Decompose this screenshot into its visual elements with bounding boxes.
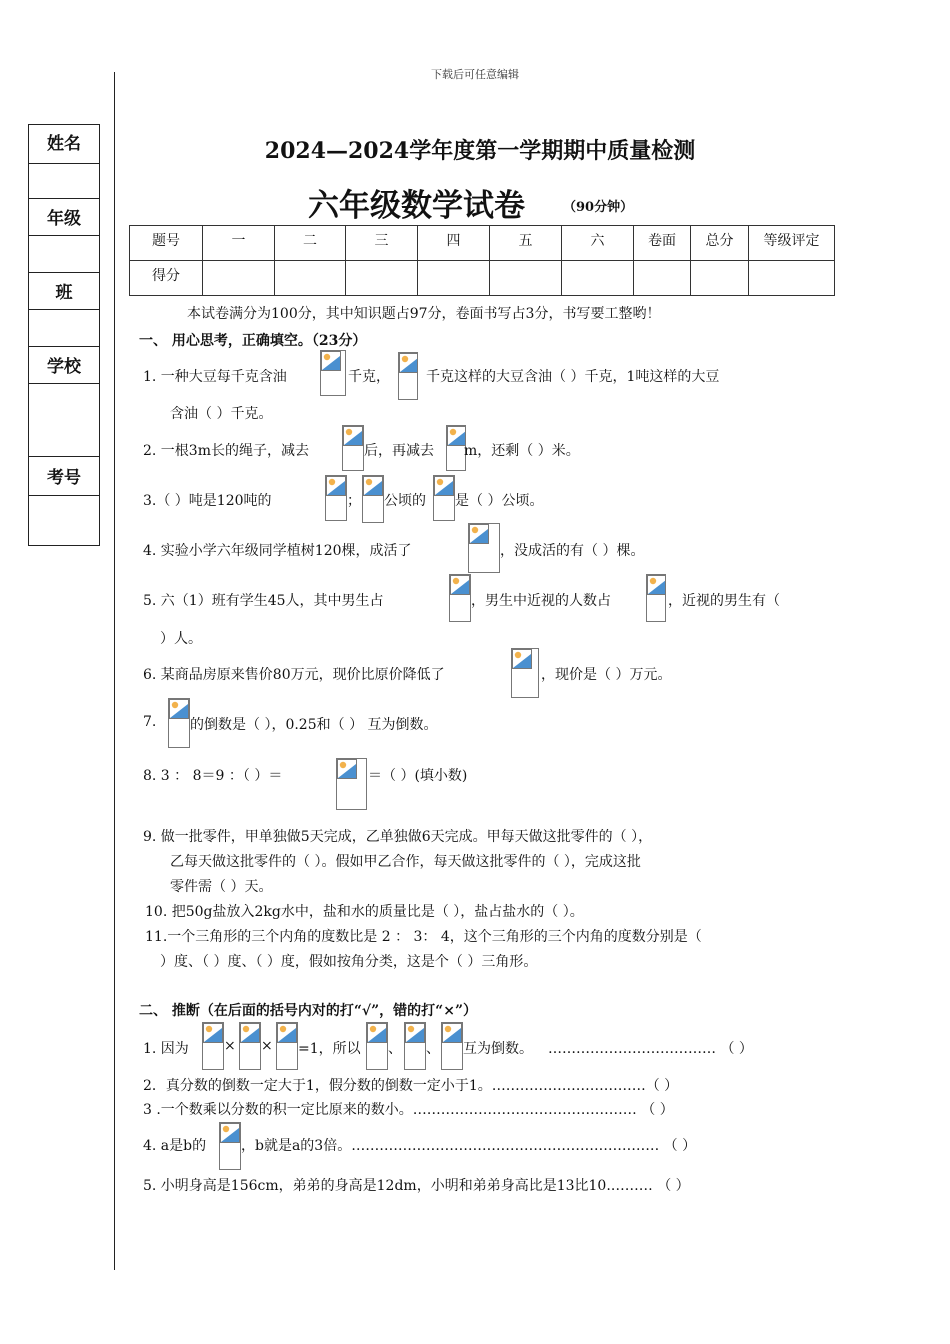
score-cell[interactable] <box>749 261 835 296</box>
score-table-score-row <box>130 261 835 296</box>
header-note: 下载后可任意编辑 <box>431 68 519 81</box>
score-header-cell: 题号 <box>130 226 203 261</box>
question-1-text-b: 千克， <box>348 369 390 385</box>
judge-5-text: 5. 小明身高是156cm，弟弟的身高是12dm，小明和弟弟身高比是13比10.……… （ ） <box>143 1178 690 1194</box>
score-header-cell: 一 <box>203 226 275 261</box>
judge-4-text-b: ，b就是a的3倍。………………………………………………………… （ ） <box>241 1138 697 1154</box>
question-9-text-b: 乙每天做这批零件的（ ）。假如甲乙合作，每天做这批零件的（ ），完成这批 <box>170 854 641 870</box>
score-cell[interactable] <box>203 261 275 296</box>
side-label-school: 学校 <box>47 357 81 377</box>
score-header-cell: 四 <box>418 226 490 261</box>
score-header-cell: 二 <box>275 226 346 261</box>
question-11-text-a: 11.一个三角形的三个内角的度数比是 2 ： 3： 4，这个三角形的三个内角的度数分别是（ <box>145 929 702 945</box>
judge-1-times-2: × <box>261 1038 273 1054</box>
score-cell[interactable] <box>691 261 749 296</box>
broken-image-icon <box>367 1023 387 1043</box>
question-3-text-b: ； <box>347 493 361 509</box>
question-2-text-a: 2. 一根3m长的绳子，减去 <box>143 443 309 459</box>
score-header-cell: 总分 <box>691 226 749 261</box>
side-field-name[interactable] <box>28 163 100 199</box>
question-7-text-b: 的倒数是（ ），0.25和（ ） 互为倒数。 <box>190 717 438 733</box>
question-5-text-d: ）人。 <box>160 631 202 647</box>
fraction-image-placeholder <box>449 574 471 622</box>
exam-subject-title: 六年级数学试卷 <box>308 188 525 224</box>
section-1-heading: 一、 用心思考，正确填空。（23分） <box>139 333 367 349</box>
fraction-image-placeholder <box>239 1022 261 1070</box>
fraction-image-placeholder <box>276 1022 298 1070</box>
question-9-text-c: 零件需（ ）天。 <box>170 879 273 895</box>
fraction-image-placeholder <box>336 758 367 810</box>
question-5-text-a: 5. 六（1）班有学生45人，其中男生占 <box>143 593 384 609</box>
broken-image-icon <box>321 351 341 371</box>
question-1-text-d: 含油（ ）千克。 <box>170 406 273 422</box>
side-field-id[interactable] <box>28 495 100 546</box>
fraction-image-placeholder <box>366 1022 388 1070</box>
score-cell[interactable] <box>562 261 634 296</box>
broken-image-icon <box>450 575 470 595</box>
question-9-text-a: 9. 做一批零件，甲单独做5天完成，乙单独做6天完成。甲每天做这批零件的（ ）， <box>143 829 653 845</box>
broken-image-icon <box>647 575 666 595</box>
broken-image-icon <box>277 1023 297 1043</box>
score-row-label: 得分 <box>130 261 203 296</box>
score-cell[interactable] <box>418 261 490 296</box>
section-2-heading: 二、 推断（在后面的括号内对的打“√”，错的打“×”） <box>139 1003 478 1019</box>
question-7-text-a: 7. <box>143 714 157 730</box>
broken-image-icon <box>442 1023 462 1043</box>
broken-image-icon <box>469 524 489 544</box>
score-header-cell: 等级评定 <box>749 226 835 261</box>
fraction-image-placeholder <box>646 574 666 622</box>
fraction-image-placeholder <box>168 698 190 748</box>
fraction-image-placeholder <box>433 475 455 521</box>
question-10-text: 10. 把50g盐放入2kg水中，盐和水的质量比是（ ），盐占盐水的（ ）。 <box>145 904 584 920</box>
score-table <box>129 225 835 296</box>
side-field-grade[interactable] <box>28 235 100 273</box>
question-5-text-b: ，男生中近视的人数占 <box>471 593 611 609</box>
judge-3-text: 3 .一个数乘以分数的积一定比原来的数小。………………………………………… （ ） <box>143 1102 674 1118</box>
question-3-text-d: 是（ ）公顷。 <box>455 493 544 509</box>
question-2-text-c: m，还剩（ ）米。 <box>464 443 580 459</box>
score-cell[interactable] <box>490 261 562 296</box>
broken-image-icon <box>363 476 383 496</box>
exam-title: 2024—2024学年度第一学期期中质量检测 <box>264 138 696 164</box>
judge-1-sep-1: 、 <box>388 1041 402 1057</box>
question-1-text-a: 1. 一种大豆每千克含油 <box>143 369 287 385</box>
question-4-text-b: ，没成活的有（ ）棵。 <box>500 543 645 559</box>
fraction-image-placeholder <box>446 425 466 471</box>
broken-image-icon <box>240 1023 260 1043</box>
broken-image-icon <box>399 353 418 373</box>
broken-image-icon <box>326 476 346 496</box>
judge-4-text-a: 4. a是b的 <box>143 1138 207 1154</box>
judge-1-answer[interactable]: ……………………………… （ ） <box>548 1041 753 1057</box>
question-1-text-c: 千克这样的大豆含油（ ）千克，1吨这样的大豆 <box>426 369 720 385</box>
broken-image-icon <box>434 476 454 496</box>
question-3-text-c: 公顷的 <box>384 493 426 509</box>
side-label-grade: 年级 <box>47 209 81 229</box>
question-6-text-a: 6. 某商品房原来售价80万元，现价比原价降低了 <box>143 667 445 683</box>
side-field-school[interactable] <box>28 383 100 457</box>
question-3-text-a: 3.（ ）吨是120吨的 <box>143 493 272 509</box>
score-header-cell: 卷面 <box>634 226 691 261</box>
fraction-image-placeholder <box>325 475 347 521</box>
fraction-image-placeholder <box>320 350 346 396</box>
score-header-cell: 三 <box>346 226 418 261</box>
fraction-image-placeholder <box>342 425 364 471</box>
broken-image-icon <box>343 426 363 446</box>
fraction-image-placeholder <box>468 523 500 573</box>
side-label-id: 考号 <box>47 468 81 488</box>
question-5-text-c: ，近视的男生有（ <box>668 593 780 609</box>
question-4-text-a: 4. 实验小学六年级同学植树120棵，成活了 <box>143 543 412 559</box>
broken-image-icon <box>405 1023 425 1043</box>
broken-image-icon <box>512 649 532 669</box>
judge-2-text: 2．真分数的倒数一定大于1，假分数的倒数一定小于1。……………………………（ ） <box>143 1078 679 1094</box>
question-11-text-b: ）度、（ ）度、（ ）度，假如按角分类，这是个（ ）三角形。 <box>160 954 538 970</box>
fraction-image-placeholder <box>511 648 539 698</box>
question-8-text-a: 8. 3 ： 8＝9 ：（ ）＝ <box>143 768 283 784</box>
score-cell[interactable] <box>346 261 418 296</box>
fraction-image-placeholder <box>404 1022 426 1070</box>
side-label-class: 班 <box>55 283 73 303</box>
broken-image-icon <box>203 1023 223 1043</box>
score-table-header-row <box>130 226 835 261</box>
broken-image-icon <box>337 759 357 779</box>
fraction-image-placeholder <box>219 1122 241 1170</box>
exam-instructions: 本试卷满分为100分，其中知识题占97分，卷面书写占3分，书写要工整哟！ <box>187 306 661 322</box>
exam-duration: （90分钟） <box>563 200 634 215</box>
judge-1-text-a: 1. 因为 <box>143 1041 189 1057</box>
score-header-cell: 五 <box>490 226 562 261</box>
fraction-image-placeholder <box>202 1022 224 1070</box>
fraction-image-placeholder <box>441 1022 463 1070</box>
side-field-class[interactable] <box>28 309 100 347</box>
question-2-text-b: 后，再减去 <box>364 443 434 459</box>
question-6-text-b: ，现价是（ ）万元。 <box>541 667 672 683</box>
broken-image-icon <box>220 1123 240 1143</box>
side-label-name: 姓名 <box>47 134 81 154</box>
judge-1-times-1: × <box>224 1038 236 1054</box>
fraction-image-placeholder <box>362 475 384 523</box>
judge-1-sep-2: 、 <box>426 1041 440 1057</box>
judge-1-text-d: 互为倒数。 <box>463 1041 533 1057</box>
broken-image-icon <box>169 699 189 719</box>
binding-line <box>114 72 115 1270</box>
score-cell[interactable] <box>275 261 346 296</box>
judge-1-text-eq: =1，所以 <box>298 1041 361 1057</box>
score-cell[interactable] <box>634 261 691 296</box>
score-header-cell: 六 <box>562 226 634 261</box>
question-8-text-b: ＝（ ）(填小数) <box>368 768 468 784</box>
fraction-image-placeholder <box>398 352 418 400</box>
